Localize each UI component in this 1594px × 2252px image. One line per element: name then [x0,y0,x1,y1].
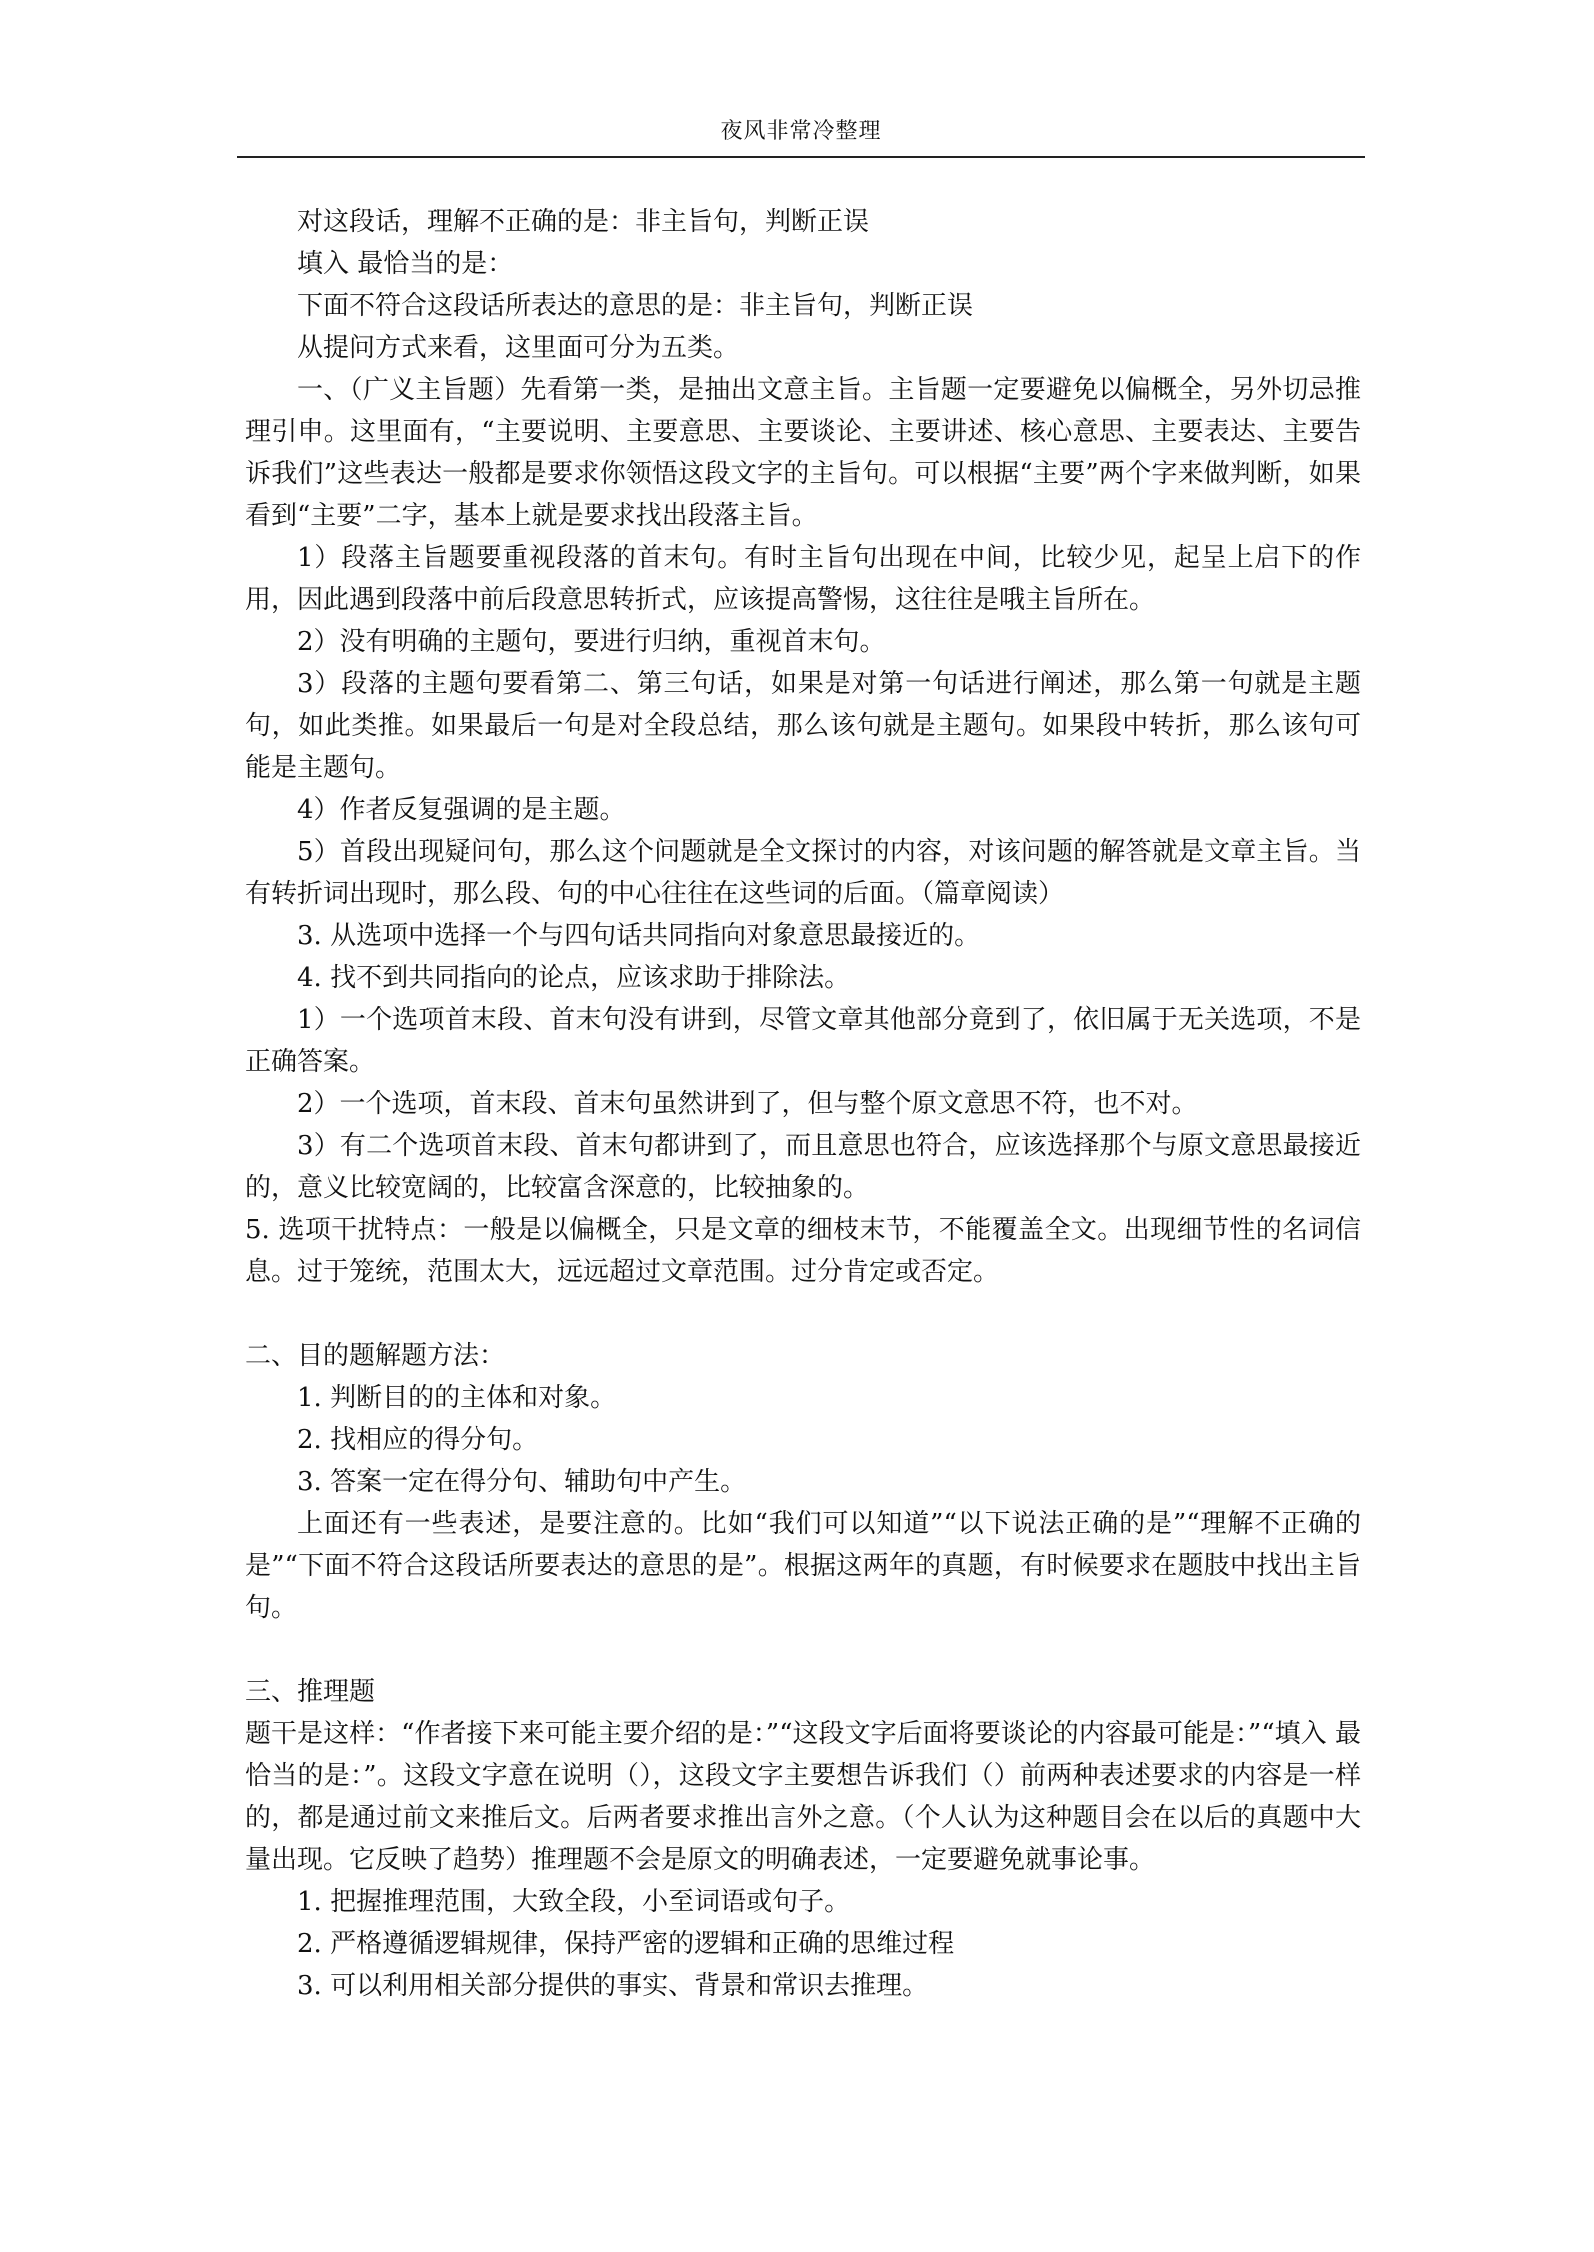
paragraph: 从提问方式来看，这里面可分为五类。 [297,333,740,363]
list-item: 3）段落的主题句要看第二、第三句话，如果是对第一句话进行阐述，那么第一句就是主题句，如此类推。如果最后一句是对全段总结，那么该句就是主题句。如果段中转折，那么该句可能是主题句。 [245,669,1361,783]
list-item: 1. 把握推理范围，大致全段，小至词语或句子。 [297,1887,851,1917]
list-item: 3. 可以利用相关部分提供的事实、背景和常识去推理。 [297,1971,929,2001]
section-heading: 三、推理题 [245,1677,376,1707]
list-item: 3. 答案一定在得分句、辅助句中产生。 [297,1467,747,1497]
list-item: 1. 判断目的的主体和对象。 [297,1383,617,1413]
list-item: 1）一个选项首末段、首末句没有讲到，尽管文章其他部分竟到了，依旧属于无关选项，不是正确答案。 [245,1005,1361,1077]
list-item: 2. 找相应的得分句。 [297,1425,539,1455]
list-item: 4）作者反复强调的是主题。 [297,795,626,825]
paragraph: 下面不符合这段话所表达的意思的是：非主旨句，判断正误 [297,291,974,321]
paragraph: 填入 最恰当的是： [297,249,514,279]
paragraph: 对这段话，理解不正确的是：非主旨句，判断正误 [297,207,870,237]
list-item: 2. 严格遵循逻辑规律，保持严密的逻辑和正确的思维过程 [297,1929,955,1959]
list-item: 5）首段出现疑问句，那么这个问题就是全文探讨的内容，对该问题的解答就是文章主旨。当有转折词出现时，那么段、句的中心往往在这些词的后面。（篇章阅读） [245,837,1361,909]
section-heading: 二、目的题解题方法： [245,1341,506,1371]
document-body [245,201,1361,2007]
paragraph-gap [245,1629,1361,1671]
list-item: 3）有二个选项首末段、首末句都讲到了，而且意思也符合，应该选择那个与原文意思最接近的，意义比较宽阔的，比较富含深意的，比较抽象的。 [245,1131,1361,1203]
paragraph: 上面还有一些表述，是要注意的。比如“我们可以知道”“以下说法正确的是”“理解不正确的是”“下面不符合这段话所要表达的意思的是”。根据这两年的真题，有时候要求在题肢中找出主旨句。 [245,1509,1361,1623]
paragraph: 题干是这样：“作者接下来可能主要介绍的是：”“这段文字后面将要谈论的内容最可能是：”“填入 最恰当的是：”。这段文字意在说明（），这段文字主要想告诉我们（）前两种表述要求的内容是一样的，都是通过前文来推后文。后两者要求推出言外之意。（个人认为这种题目会在以后的真题中大量出现。它反映了趋势）推理题不会是原文的明确表述，一定要避免就事论事。 [245,1719,1361,1875]
list-item: 5. 选项干扰特点：一般是以偏概全，只是文章的细枝末节，不能覆盖全文。出现细节性的名词信息。过于笼统，范围太大，远远超过文章范围。过分肯定或否定。 [245,1215,1361,1287]
list-item: 3. 从选项中选择一个与四句话共同指向对象意思最接近的。 [297,921,981,951]
list-item: 1）段落主旨题要重视段落的首末句。有时主旨句出现在中间，比较少见，起呈上启下的作用，因此遇到段落中前后段意思转折式，应该提高警惕，这往往是哦主旨所在。 [245,543,1361,615]
list-item: 2）没有明确的主题句，要进行归纳，重视首末句。 [297,627,886,657]
section-1-paragraph: 一、（广义主旨题）先看第一类，是抽出文意主旨。主旨题一定要避免以偏概全，另外切忌推理引申。这里面有，“主要说明、主要意思、主要谈论、主要讲述、核心意思、主要表达、主要告诉我们”这些表达一般都是要求你领悟这段文字的主旨句。可以根据“主要”两个字来做判断，如果看到“主要”二字，基本上就是要求找出段落主旨。 [245,375,1361,531]
page-header: 夜风非常冷整理 [237,118,1365,158]
list-item: 2）一个选项，首末段、首末句虽然讲到了，但与整个原文意思不符，也不对。 [297,1089,1198,1119]
paragraph-gap [245,1293,1361,1335]
list-item: 4. 找不到共同指向的论点，应该求助于排除法。 [297,963,851,993]
